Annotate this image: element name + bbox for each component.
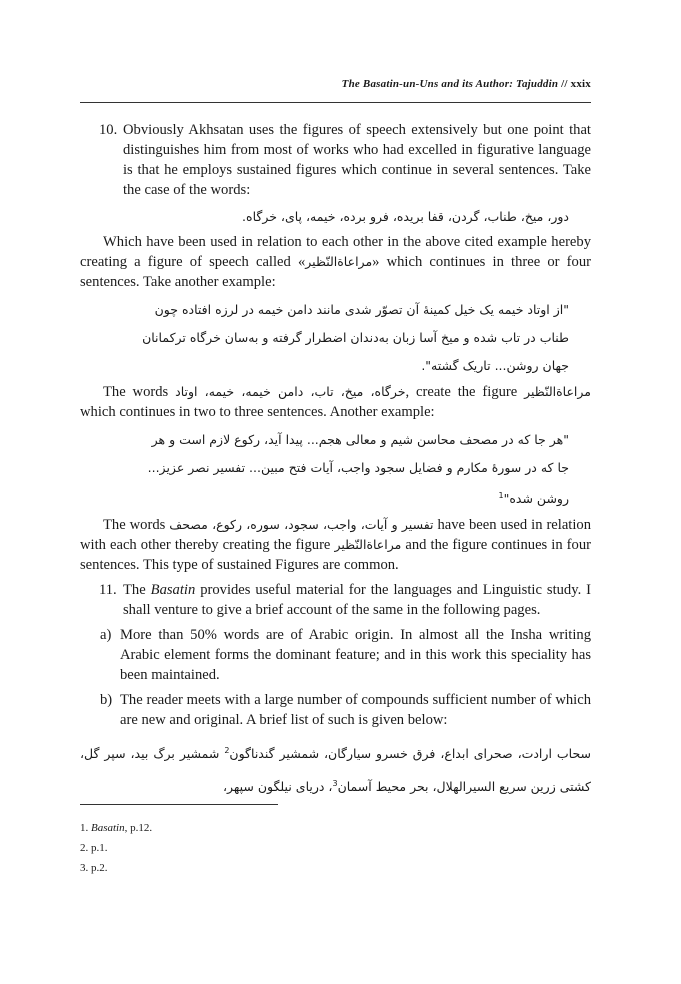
paragraph-words-1 xyxy=(80,382,591,422)
footnote-number: 2. xyxy=(80,842,89,854)
persian-word-list: دور، میخ، طناب، گردن، قفا بریده، فرو برده، خیمه، پای، خرگاه. xyxy=(242,209,569,224)
persian-quote-2 xyxy=(80,426,591,513)
item-letter: b) xyxy=(100,692,113,709)
paragraph-words-2 xyxy=(80,515,591,575)
running-title: The Basatin-un-Uns and its Author: Tajuddin xyxy=(341,78,559,90)
quote-line: جا که در سورهٔ مکارم و فضایل سجود واجب، آیات فتح مبین... تفسیر نصر عزیز... xyxy=(147,460,569,475)
page-number: xxix xyxy=(570,78,591,90)
footnote-ref: 1 xyxy=(498,491,504,500)
quote-line: "هر جا که در مصحف محاسن شیم و معالی هجم... پیدا آید، رکوع لازم است و هر xyxy=(151,432,569,447)
quote-line: جهان روشن... تاریک گشته". xyxy=(421,358,569,373)
paragraph-text: have been used in relation with each other thereby creating the figure xyxy=(80,517,592,554)
persian-term: مراعاةالنّظیر xyxy=(305,254,373,269)
item-b-text: The reader meets with a large number of compounds sufficient number of which are new and original. A brief list of such is given below: xyxy=(120,692,591,729)
footnote-text: p.2. xyxy=(91,862,108,874)
paragraph-text: provides useful material for the languages and Linguistic study. I shall venture to give a brief account of the same in the following pages. xyxy=(123,582,592,619)
footnote-number: 1. xyxy=(80,822,89,834)
paragraph-text: The words xyxy=(103,384,169,400)
footnote-ref: 3 xyxy=(332,779,338,789)
compound-list-text: سحاب ارادت، صحرای ابداع، فرق خسرو سیارگان، شمشیر گندناگون xyxy=(229,746,591,762)
persian-term: مراعاةالنّظیر xyxy=(524,384,591,399)
quote-line xyxy=(100,482,569,513)
item-number: 10. xyxy=(99,122,118,138)
compound-list-text: ، دریای نیلگون سپهر، xyxy=(222,779,333,795)
persian-words: تفسیر و آیات، واجب، سجود، سوره، رکوع، مصحف xyxy=(169,517,434,533)
footnote-item xyxy=(80,838,380,858)
item-b xyxy=(80,690,591,730)
italic-title: Basatin xyxy=(150,582,196,599)
footnote-text: , p.12. xyxy=(124,822,153,834)
item-number: 11. xyxy=(99,582,117,599)
persian-term: مراعاةالنّظیر xyxy=(334,537,402,553)
running-header xyxy=(80,78,591,90)
persian-compound-list xyxy=(80,736,591,802)
paragraph-text: The words xyxy=(103,517,166,534)
footnote-number: 3. xyxy=(80,862,89,874)
quote-line: طناب در تاب شده و میخ آسا زبان بەدندان اضطرار گرفته و بەسان خرگاه ترکمانان xyxy=(142,330,569,345)
persian-quote-1 xyxy=(80,296,591,380)
item-a xyxy=(80,625,591,685)
item-11 xyxy=(80,580,591,620)
quote-text: روشن شده" xyxy=(503,491,569,507)
item-a-text: More than 50% words are of Arabic origin. In almost all the Insha writing Arabic element forms the dominant feature; and in this work this speciality has been maintained. xyxy=(120,627,591,684)
footnote-item xyxy=(80,818,380,838)
paragraph-text: which continues in two to three sentences. Another example: xyxy=(80,404,435,420)
page-body xyxy=(80,120,591,802)
item-10 xyxy=(80,120,591,200)
paragraph-figure-explanation xyxy=(80,232,591,292)
footnote-italic: Basatin xyxy=(91,822,125,834)
paragraph-text: and the figure continues in four sentences. This type of sustained Figures are common. xyxy=(80,537,591,574)
persian-words: خرگاه، میخ، تاب، دامن خیمه، خیمه، اوتاد xyxy=(175,384,406,399)
footnote-item xyxy=(80,858,380,878)
footnotes xyxy=(80,818,380,878)
quote-line: "از اوتاد خیمه یک خیل کمینهٔ آن تصوّر شدی مانند دامن خیمه در لرزه افتاده چون xyxy=(154,302,569,317)
footnote-ref: 2 xyxy=(224,746,230,756)
compound-list-text: شمشیر برگ بید، سپر گل، کشتی زرین سریع السیرالهلال، بحر محیط آسمان xyxy=(80,746,591,795)
footnote-rule xyxy=(80,804,278,805)
item-10-text: Obviously Akhsatan uses the figures of speech extensively but one point that distinguishes him from most of works who had excelled in figurative language is that he employs sustained figures which continue in several sentences. Take the case of the words: xyxy=(123,122,591,198)
paragraph-text: , create the figure xyxy=(405,384,518,400)
header-rule xyxy=(80,102,591,103)
item-letter: a) xyxy=(100,627,112,644)
item-11-text xyxy=(123,580,591,620)
title-separator: // xyxy=(561,78,568,90)
paragraph-text: Which have been used in relation to each other in the above cited example hereby creating a figure of speech called « xyxy=(80,234,591,270)
footnote-text: p.1. xyxy=(91,842,108,854)
paragraph-text: The xyxy=(123,582,146,599)
paragraph-text: » which continues in three or four sentences. Take another example: xyxy=(80,254,591,290)
